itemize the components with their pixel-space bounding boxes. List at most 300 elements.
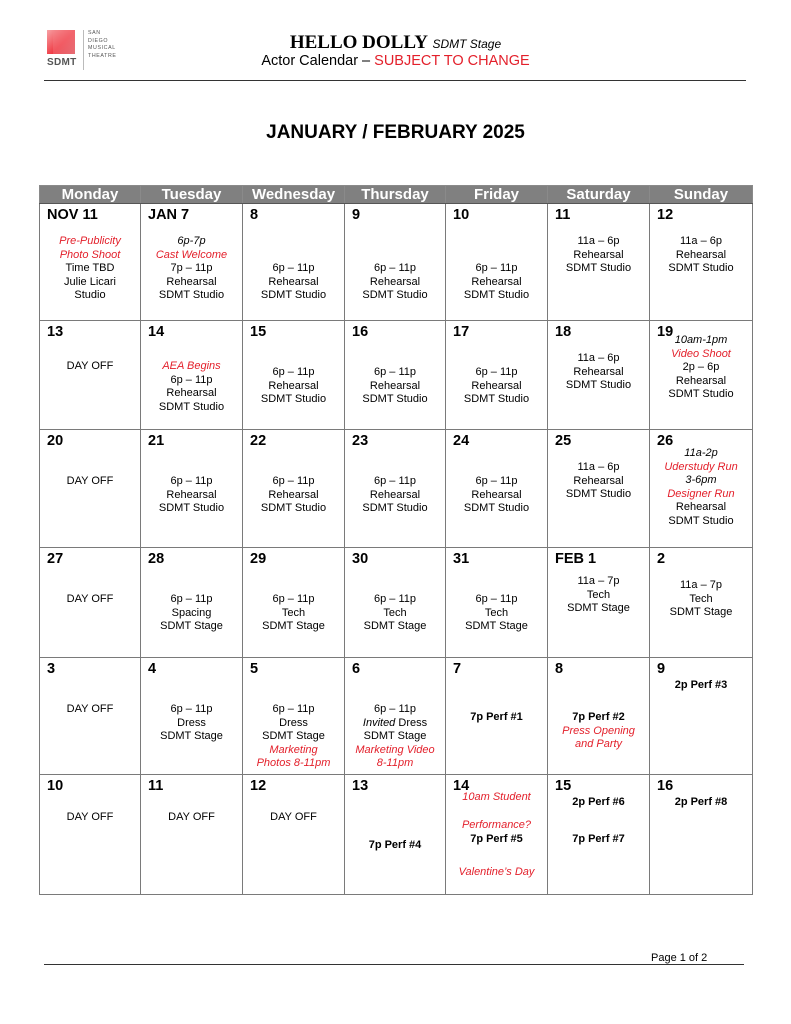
event-line-text: DAY OFF	[66, 360, 114, 372]
calendar-day-cell	[548, 548, 650, 658]
day-events	[141, 703, 242, 744]
day-events	[548, 461, 649, 502]
event-line-text: Marketing Video	[355, 743, 435, 756]
page-number: Page 1 of 2	[651, 952, 708, 964]
event-line	[243, 744, 344, 758]
day-events	[40, 703, 140, 717]
day-events	[548, 235, 649, 276]
event-line-text: Rehearsal	[369, 379, 421, 392]
event-line	[548, 262, 649, 276]
event-line	[40, 360, 140, 374]
day-number: 30	[352, 551, 369, 567]
day-number: 10	[47, 778, 64, 794]
event-line-text: Dress	[177, 716, 206, 729]
day-events	[548, 352, 649, 393]
document-title	[0, 32, 791, 54]
calendar-week-row	[40, 204, 753, 321]
event-line-text: and Party	[574, 738, 623, 750]
event-line-text: SDMT Studio	[158, 502, 225, 514]
event-line	[141, 502, 242, 516]
event-line-text: Tech	[281, 606, 306, 619]
event-line	[650, 262, 752, 276]
event-line-text: DAY OFF	[168, 811, 215, 823]
day-number: 14	[453, 778, 470, 794]
calendar-day-cell	[141, 775, 243, 895]
event-line	[446, 607, 547, 621]
event-line-text: Rehearsal	[166, 275, 217, 288]
event-line	[141, 289, 242, 303]
day-number: 25	[555, 433, 572, 449]
event-line-text: 6p – 11p	[170, 373, 213, 386]
event-line	[446, 380, 547, 394]
day-number: 12	[250, 778, 267, 794]
event-line	[243, 717, 344, 731]
day-number: 2	[657, 551, 666, 567]
event-line	[345, 839, 445, 853]
event-line	[650, 501, 752, 515]
calendar-day-cell	[243, 204, 345, 321]
logo-abbr: SDMT	[47, 57, 77, 68]
calendar-day-cell	[446, 204, 548, 321]
event-line	[548, 725, 649, 739]
day-events	[40, 360, 140, 374]
event-line-text: AEA Begins	[162, 360, 221, 372]
event-line	[650, 361, 752, 375]
calendar-week-row	[40, 658, 753, 775]
event-line	[141, 811, 242, 825]
event-line-text: SDMT Stage	[465, 620, 528, 632]
event-line	[650, 515, 752, 529]
calendar-day-cell	[650, 658, 753, 775]
event-line	[650, 461, 752, 475]
event-line	[141, 730, 242, 744]
day-number: 12	[657, 207, 674, 223]
event-line-text: 6p – 11p	[373, 703, 416, 715]
event-line	[345, 262, 445, 276]
event-line	[345, 717, 445, 731]
event-line-text: Rehearsal	[675, 374, 727, 387]
event-line	[650, 606, 752, 620]
logo-line: THEATRE	[88, 52, 117, 59]
event-line-text: 6p – 11p	[475, 366, 518, 378]
day-events	[141, 475, 242, 516]
event-line-text: Performance?	[461, 819, 532, 831]
event-line	[548, 575, 649, 589]
day-events	[141, 811, 242, 825]
event-line-text: SDMT Stage	[669, 606, 733, 618]
event-line-text: DAY OFF	[270, 811, 317, 823]
calendar-day-cell	[243, 658, 345, 775]
day-events	[446, 366, 547, 407]
event-line	[446, 262, 547, 276]
event-line	[345, 502, 445, 516]
day-number: 16	[352, 324, 369, 340]
day-events	[548, 575, 649, 616]
day-events	[141, 593, 242, 634]
event-line-text: SDMT Stage	[363, 730, 427, 742]
event-line-text: 6p – 11p	[170, 593, 213, 605]
event-line	[650, 249, 752, 263]
event-line-text: 7p Perf #4	[368, 839, 422, 851]
event-line-text: Rehearsal	[268, 275, 319, 288]
day-events	[345, 593, 445, 634]
event-line	[650, 375, 752, 389]
event-line-text: Valentine’s Day	[458, 866, 535, 878]
day-events	[345, 475, 445, 516]
event-line	[243, 757, 344, 771]
event-line	[141, 717, 242, 731]
event-line	[548, 796, 649, 810]
event-line	[548, 249, 649, 263]
event-line-text: 2p Perf #6	[572, 796, 625, 808]
day-events	[40, 475, 140, 489]
event-line-text: Photos 8-11pm	[256, 757, 331, 769]
weekday-header-row	[40, 186, 753, 204]
event-line-text: SDMT Studio	[260, 393, 327, 405]
event-line-text: Rehearsal	[675, 248, 727, 261]
event-line	[345, 289, 445, 303]
event-line	[548, 711, 649, 725]
event-line	[650, 796, 752, 810]
event-line-text: SDMT Studio	[565, 379, 632, 391]
event-line-text: Tech	[484, 606, 509, 619]
day-number: 23	[352, 433, 369, 449]
event-line	[243, 475, 344, 489]
calendar-day-cell	[650, 204, 753, 321]
event-line-text: 6p – 11p	[475, 475, 518, 487]
calendar-day-cell	[548, 204, 650, 321]
day-events	[345, 703, 445, 771]
event-line-text: SDMT Stage	[262, 620, 325, 632]
event-line	[243, 502, 344, 516]
day-events	[40, 235, 140, 303]
event-line	[548, 461, 649, 475]
calendar-day-cell	[345, 321, 446, 430]
event-line-text: Rehearsal	[471, 379, 522, 392]
subtitle-prefix: Actor Calendar –	[261, 53, 371, 69]
event-line-text: 6p – 11p	[373, 475, 416, 487]
calendar-week-row	[40, 775, 753, 895]
event-line-text: Tech	[689, 592, 713, 605]
day-events	[650, 796, 752, 810]
event-line-text: SDMT Studio	[668, 514, 734, 527]
calendar-day-cell	[141, 321, 243, 430]
event-line	[141, 489, 242, 503]
event-line	[141, 374, 242, 388]
day-events	[243, 593, 344, 634]
event-line-text: 6p – 11p	[373, 366, 416, 378]
event-line-text: SDMT Studio	[463, 502, 530, 514]
day-number: 9	[657, 661, 666, 677]
event-line-text: SDMT Studio	[565, 488, 632, 500]
event-line	[650, 235, 752, 249]
event-line-text: Studio	[74, 289, 106, 301]
event-line	[243, 276, 344, 290]
calendar-day-cell	[40, 658, 141, 775]
event-line	[243, 730, 344, 744]
event-line	[446, 289, 547, 303]
event-line	[446, 833, 547, 847]
event-line	[243, 811, 344, 825]
event-line-text: SDMT Stage	[160, 620, 223, 632]
day-number: 21	[148, 433, 165, 449]
event-line-text: SDMT Studio	[362, 502, 428, 514]
day-number: 18	[555, 324, 572, 340]
calendar-day-cell	[40, 775, 141, 895]
day-number: 11	[555, 207, 571, 223]
event-line	[345, 744, 445, 758]
calendar-week-row	[40, 321, 753, 430]
event-line-text: SDMT Stage	[567, 602, 630, 614]
event-line	[446, 475, 547, 489]
event-line-text: Rehearsal	[471, 488, 522, 501]
event-line-text: Tech	[586, 588, 611, 601]
day-events	[40, 811, 140, 825]
day-number: 31	[453, 551, 470, 567]
event-line-text: Rehearsal	[573, 365, 624, 378]
day-events	[650, 579, 752, 620]
event-line	[40, 593, 140, 607]
event-line	[650, 474, 752, 488]
event-line-text: 7p Perf #7	[572, 833, 625, 845]
event-line	[141, 387, 242, 401]
day-number: 15	[250, 324, 267, 340]
event-line-text: DAY OFF	[66, 703, 114, 715]
event-line-text: Rehearsal	[675, 501, 727, 513]
logo-line: DIEGO	[88, 37, 109, 44]
event-line-text: 6p – 11p	[475, 593, 518, 605]
day-number: 10	[453, 207, 470, 223]
event-line	[141, 593, 242, 607]
calendar-day-cell	[548, 430, 650, 548]
event-line-text: 11a – 6p	[577, 461, 620, 473]
day-events	[243, 366, 344, 407]
event-line	[650, 679, 752, 693]
event-line-text: SDMT Studio	[463, 393, 530, 405]
calendar-day-cell	[650, 775, 753, 895]
weekday-header: Wednesday	[243, 186, 345, 204]
event-line	[548, 589, 649, 603]
event-line	[548, 738, 649, 752]
event-line	[40, 235, 140, 249]
event-line-text: 6p-7p	[177, 235, 206, 247]
event-line	[345, 703, 445, 717]
event-line-text: Cast Welcome	[155, 248, 228, 261]
calendar-day-cell	[40, 430, 141, 548]
event-line-text: 6p – 11p	[272, 366, 315, 378]
day-events	[446, 262, 547, 303]
calendar-week-row	[40, 430, 753, 548]
event-line-text: 6p – 11p	[272, 593, 315, 605]
day-events	[345, 366, 445, 407]
event-line	[40, 276, 140, 290]
event-line-text: 6p – 11p	[272, 262, 315, 274]
event-line-text: Dress	[279, 716, 308, 729]
event-line	[446, 489, 547, 503]
event-line	[548, 379, 649, 393]
day-number: 16	[657, 778, 674, 794]
day-number: 5	[250, 661, 259, 677]
calendar-day-cell	[40, 548, 141, 658]
event-line	[446, 866, 547, 880]
subject-to-change-notice: SUBJECT TO CHANGE	[374, 53, 530, 69]
event-line	[650, 388, 752, 402]
document-subtitle	[0, 53, 791, 69]
day-number: 14	[148, 324, 165, 340]
day-number: 17	[453, 324, 470, 340]
event-line	[141, 249, 242, 263]
event-line-text: 8-11pm	[376, 757, 414, 769]
calendar-day-cell	[548, 321, 650, 430]
event-line	[446, 791, 547, 805]
event-line	[446, 819, 547, 833]
event-line-text: 7p Perf #5	[470, 832, 523, 845]
event-line-text: SDMT Studio	[362, 393, 428, 405]
event-line	[446, 593, 547, 607]
event-line-text: 11a – 7p	[679, 579, 722, 591]
event-line-text: 7p Perf #1	[470, 711, 523, 723]
event-line	[345, 757, 445, 771]
event-line-text: Press Opening	[562, 724, 635, 737]
day-events	[141, 360, 242, 414]
event-line	[243, 593, 344, 607]
event-line	[141, 262, 242, 276]
event-line	[40, 249, 140, 263]
event-line	[243, 262, 344, 276]
event-line-text: 6p – 11p	[170, 475, 213, 487]
day-number: 8	[250, 207, 259, 223]
calendar-day-cell	[141, 204, 243, 321]
day-events	[650, 447, 752, 528]
event-line-text: DAY OFF	[66, 475, 114, 487]
event-line	[548, 352, 649, 366]
event-line	[650, 348, 752, 362]
event-line	[345, 276, 445, 290]
event-line-text: 10am-1pm	[674, 334, 728, 346]
calendar-day-cell	[650, 430, 753, 548]
day-number: FEB 1	[555, 551, 597, 567]
day-number: 7	[453, 661, 462, 677]
calendar-day-cell	[243, 321, 345, 430]
event-line-text: 11a – 7p	[577, 575, 620, 587]
event-line	[243, 380, 344, 394]
event-line-text: SDMT Studio	[668, 388, 734, 400]
event-line	[345, 475, 445, 489]
venue-label: SDMT Stage	[432, 37, 502, 51]
event-line-prefix: Invited	[362, 716, 396, 729]
event-line	[141, 401, 242, 415]
event-line	[141, 475, 242, 489]
day-number: 6	[352, 661, 361, 677]
header-divider	[44, 80, 746, 81]
event-line-text: 6p – 11p	[373, 262, 416, 274]
event-line	[446, 393, 547, 407]
event-line	[345, 380, 445, 394]
event-line	[548, 475, 649, 489]
event-line-text: SDMT Studio	[463, 289, 530, 301]
day-events	[141, 235, 242, 303]
event-line-text: SDMT Studio	[362, 289, 428, 301]
event-line-text: SDMT Studio	[260, 289, 327, 301]
day-events	[446, 711, 547, 725]
weekday-header: Monday	[40, 186, 141, 204]
event-line	[650, 593, 752, 607]
day-number: 29	[250, 551, 267, 567]
logo-line: SAN	[88, 30, 101, 36]
event-line	[650, 447, 752, 461]
event-line	[446, 276, 547, 290]
day-number: 15	[555, 778, 572, 794]
day-number: NOV 11	[47, 207, 98, 223]
event-line	[141, 276, 242, 290]
weekday-header: Friday	[446, 186, 548, 204]
event-line	[548, 833, 649, 847]
event-line-text: Rehearsal	[268, 379, 319, 392]
event-line-text: Designer Run	[667, 487, 735, 500]
day-number: 13	[352, 778, 369, 794]
day-events	[650, 679, 752, 693]
day-events	[243, 811, 344, 825]
event-line-text: 2p – 6p	[682, 361, 720, 373]
calendar-day-cell	[141, 658, 243, 775]
calendar-day-cell	[446, 658, 548, 775]
event-line	[141, 703, 242, 717]
calendar-day-cell	[446, 430, 548, 548]
day-events	[243, 475, 344, 516]
event-line-text: 7p Perf #2	[572, 711, 625, 723]
event-line	[345, 607, 445, 621]
event-line	[243, 366, 344, 380]
event-line	[345, 393, 445, 407]
event-line	[446, 711, 547, 725]
event-line-text: Julie Licari	[64, 275, 116, 288]
event-line-text: Rehearsal	[369, 275, 421, 288]
day-number: 19	[657, 324, 674, 340]
event-line-text: 3-6pm	[685, 474, 717, 486]
event-line	[243, 289, 344, 303]
event-line	[345, 620, 445, 634]
day-events	[650, 235, 752, 276]
event-line	[345, 489, 445, 503]
day-events	[345, 262, 445, 303]
event-line	[141, 360, 242, 374]
event-line-text: SDMT Studio	[158, 289, 225, 301]
event-line	[141, 607, 242, 621]
event-line-text: Rehearsal	[166, 387, 217, 399]
event-line-text: SDMT Stage	[160, 730, 223, 742]
event-line	[243, 607, 344, 621]
event-line-text: 11a-2p	[684, 447, 718, 459]
calendar-table	[39, 185, 753, 895]
event-line	[243, 489, 344, 503]
day-number: 8	[555, 661, 564, 677]
day-number: 4	[148, 661, 157, 677]
event-line-text: Pre-Publicity	[59, 235, 121, 247]
event-line-text: Marketing	[269, 743, 318, 756]
event-line	[548, 366, 649, 380]
event-line-text: Rehearsal	[268, 488, 319, 501]
event-line-text: SDMT Stage	[363, 620, 427, 632]
event-line	[40, 262, 140, 276]
event-line-text: 11a – 6p	[679, 235, 722, 247]
calendar-day-cell	[345, 430, 446, 548]
event-line	[243, 393, 344, 407]
logo-line: MUSICAL	[88, 45, 116, 51]
calendar-day-cell	[141, 430, 243, 548]
weekday-header: Thursday	[345, 186, 446, 204]
calendar-day-cell	[243, 775, 345, 895]
event-line	[446, 502, 547, 516]
